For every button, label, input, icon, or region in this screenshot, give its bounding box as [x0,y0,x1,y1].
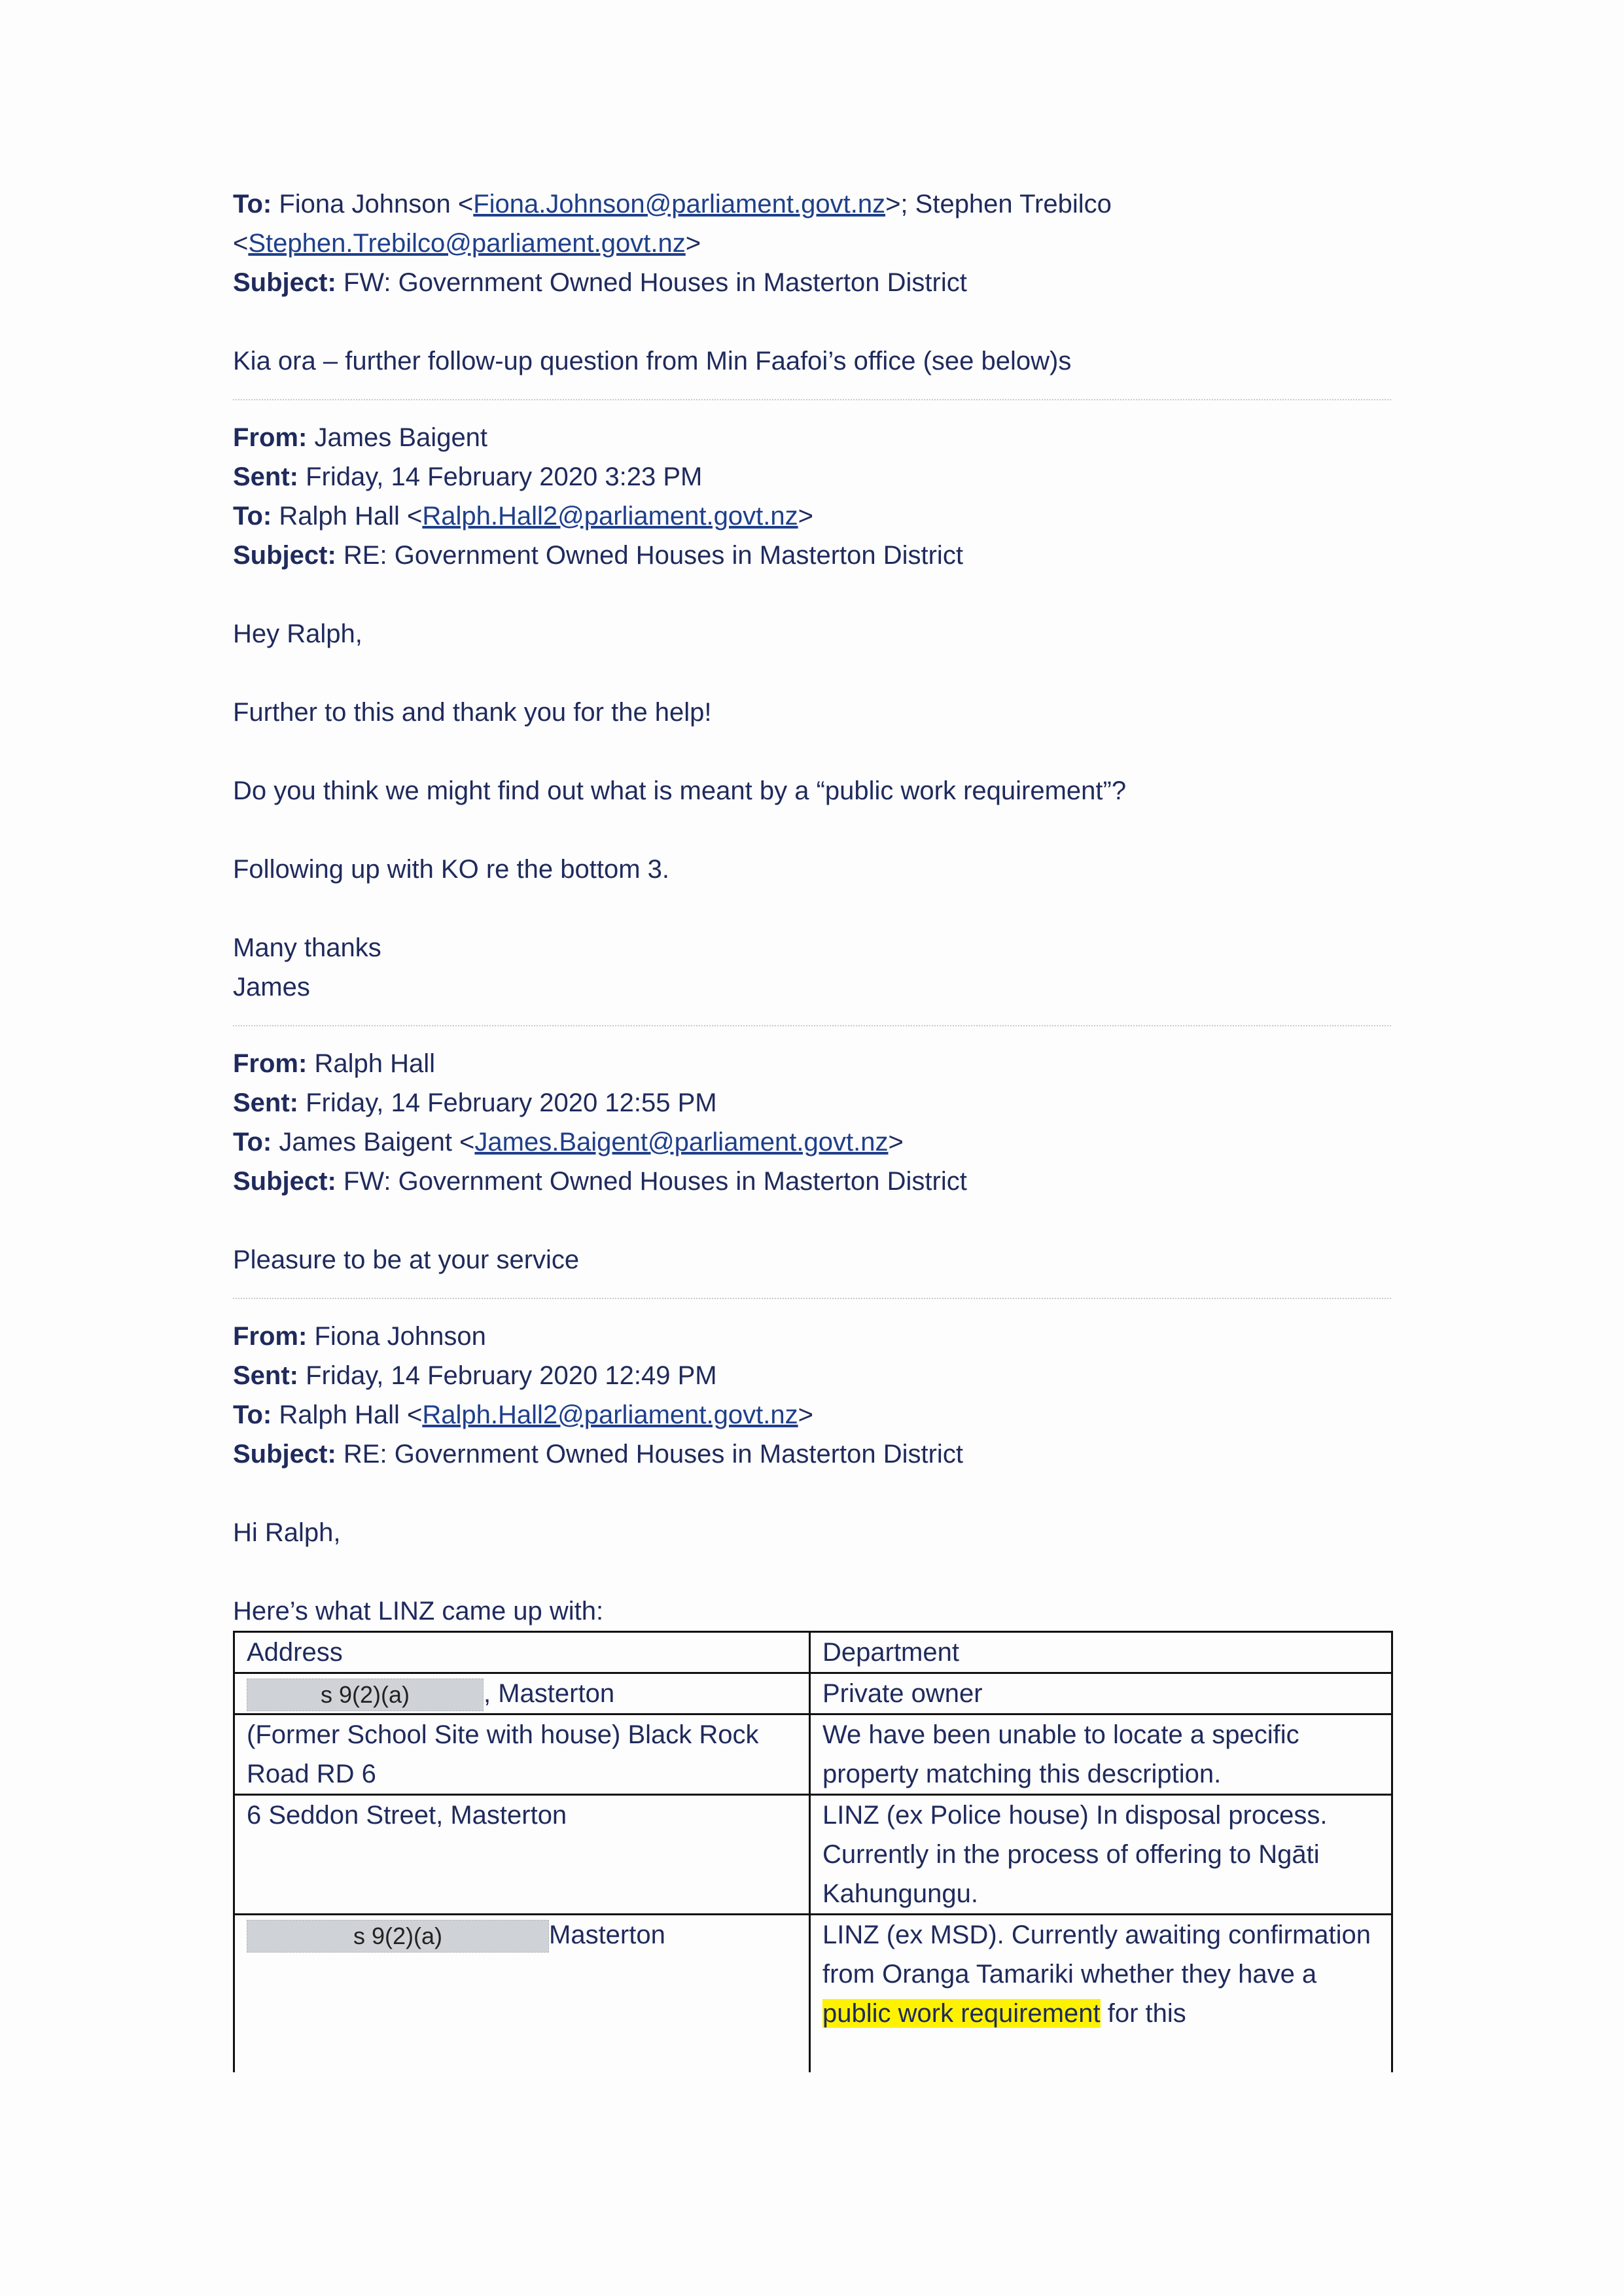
subject-label: Subject: [233,1440,336,1469]
table-header-row [234,1632,1392,1673]
redaction-box: s 9(2)(a) [247,1679,484,1711]
table-intro: Here’s what LINZ came up with: [233,1597,604,1626]
email-link[interactable]: James.Baigent@parliament.govt.nz [474,1128,889,1157]
to-separator: >; Stephen Trebilco [885,190,1112,218]
from-line [233,418,1391,457]
department-cell: LINZ (ex Police house) In disposal process. Currently in the process of offering to Ngāti Kahungungu. [810,1795,1392,1915]
from-name: Ralph Hall [314,1049,435,1078]
address-cell: (Former School Site with house) Black Rock Road RD 6 [234,1714,810,1795]
subject-line [233,1162,1391,1201]
top-forward-header [233,184,1391,381]
to-line [233,184,1391,224]
to-name: Ralph Hall < [279,1400,423,1429]
signoff: Many thanks [233,933,381,962]
subject-line [233,1435,1391,1474]
subject-label: Subject: [233,268,336,297]
address-cell: 6 Seddon Street, Masterton [234,1795,810,1915]
paragraph: Following up with KO re the bottom 3. [233,855,669,884]
email-link[interactable]: Ralph.Hall2@parliament.govt.nz [422,1400,798,1429]
email-link[interactable]: Ralph.Hall2@parliament.govt.nz [422,502,798,531]
column-header-department: Department [810,1632,1392,1673]
sent-line [233,457,1391,496]
redaction-box: s 9(2)(a) [247,1920,549,1953]
from-label: From: [233,1322,308,1351]
spacer [233,889,1391,928]
department-cell: We have been unable to locate a specific property matching this description. [810,1714,1392,1795]
spacer [233,732,1391,771]
email-fiona-johnson [233,1317,1391,2072]
subject-text: FW: Government Owned Houses in Masterton District [343,268,967,297]
signature-name: James [233,973,310,1001]
greeting: Hi Ralph, [233,1518,341,1547]
bracket-close: > [798,502,813,531]
to-label: To: [233,1128,272,1157]
sent-label: Sent: [233,462,298,491]
table-row [234,1673,1392,1714]
spacer [233,1201,1391,1240]
subject-text: RE: Government Owned Houses in Masterton District [343,1440,963,1469]
department-text: LINZ (ex MSD). Currently awaiting confirmation from Oranga Tamariki whether they have a [822,1921,1371,1989]
sent-line [233,1356,1391,1395]
department-text-end: for this [1100,1999,1186,2028]
property-table [233,1631,1393,2072]
to-line [233,1395,1391,1435]
spacer [233,1474,1391,1513]
to-line [233,496,1391,536]
subject-text: RE: Government Owned Houses in Masterton District [343,541,963,570]
to-label: To: [233,190,272,218]
to-name: Fiona Johnson < [279,190,474,218]
table-row [234,1714,1392,1795]
address-cell [234,1915,810,2073]
address-text: Masterton [549,1921,665,1949]
subject-label: Subject: [233,541,336,570]
spacer [233,575,1391,614]
paragraph: Further to this and thank you for the help! [233,698,712,727]
email-james-baigent [233,418,1391,1007]
subject-line [233,263,1391,302]
from-name: James Baigent [314,423,488,452]
from-label: From: [233,423,308,452]
column-header-address: Address [234,1632,810,1673]
to-line-continued [233,224,1391,263]
to-label: To: [233,1400,272,1429]
message-body: Kia ora – further follow-up question from Min Faafoi’s office (see below)s [233,347,1072,375]
to-name: James Baigent < [279,1128,475,1157]
sent-label: Sent: [233,1361,298,1390]
to-line [233,1122,1391,1162]
paragraph: Do you think we might find out what is meant by a “public work requirement”? [233,776,1127,805]
spacer [233,1552,1391,1592]
subject-label: Subject: [233,1167,336,1196]
spacer [233,302,1391,341]
spacer [233,810,1391,850]
to-label: To: [233,502,272,531]
table-row [234,1915,1392,2073]
sent-date: Friday, 14 February 2020 12:49 PM [306,1361,717,1390]
email-link[interactable]: Stephen.Trebilco@parliament.govt.nz [248,229,686,258]
address-text: , Masterton [484,1679,615,1708]
email-ralph-hall [233,1044,1391,1279]
separator [233,1298,1391,1300]
department-cell: Private owner [810,1673,1392,1714]
from-name: Fiona Johnson [314,1322,486,1351]
spacer [233,653,1391,693]
department-cell [810,1915,1392,2073]
bracket-open: < [233,229,249,258]
to-name: Ralph Hall < [279,502,423,531]
sent-label: Sent: [233,1088,298,1117]
email-thread [233,184,1391,2072]
address-cell [234,1673,810,1714]
sent-date: Friday, 14 February 2020 3:23 PM [306,462,703,491]
separator [233,1025,1391,1027]
table-row [234,1795,1392,1915]
bracket-close: > [798,1400,813,1429]
highlighted-text: public work requirement [822,1999,1101,2028]
subject-line [233,536,1391,575]
from-line [233,1044,1391,1083]
from-label: From: [233,1049,308,1078]
bracket-close: > [888,1128,904,1157]
subject-text: FW: Government Owned Houses in Masterton District [343,1167,967,1196]
separator [233,399,1391,401]
greeting: Hey Ralph, [233,619,362,648]
sent-date: Friday, 14 February 2020 12:55 PM [306,1088,717,1117]
message-body: Pleasure to be at your service [233,1245,580,1274]
email-link[interactable]: Fiona.Johnson@parliament.govt.nz [473,190,886,218]
bracket-close: > [685,229,701,258]
sent-line [233,1083,1391,1122]
from-line [233,1317,1391,1356]
